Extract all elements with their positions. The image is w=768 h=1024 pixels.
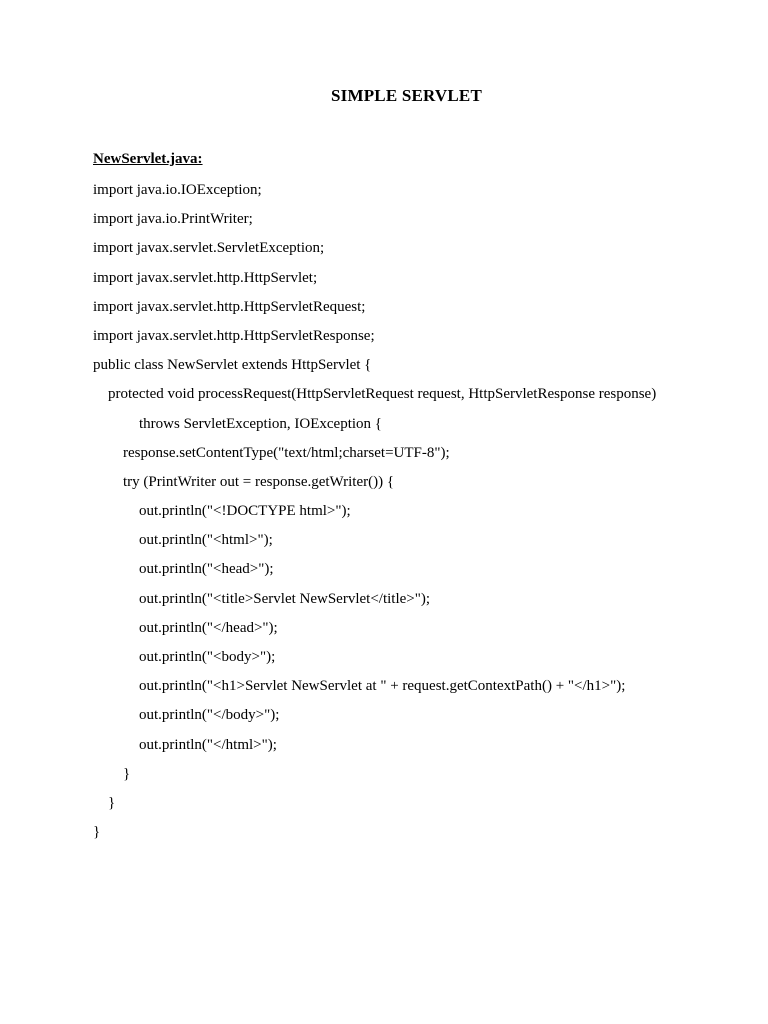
code-line: } bbox=[108, 794, 116, 811]
code-line: try (PrintWriter out = response.getWriter()) { bbox=[123, 473, 395, 490]
code-line: response.setContentType("text/html;charset=UTF-8"); bbox=[123, 444, 450, 461]
code-listing bbox=[93, 180, 733, 851]
code-line: out.println("<body>"); bbox=[139, 649, 276, 665]
code-line: import java.io.PrintWriter; bbox=[93, 211, 253, 228]
code-line: import javax.servlet.ServletException; bbox=[93, 240, 325, 257]
code-line: throws ServletException, IOException { bbox=[139, 415, 382, 432]
code-line: import java.io.IOException; bbox=[93, 182, 262, 198]
code-line: out.println("<h1>Servlet NewServlet at " + request.getContextPath() + "</h1>"); bbox=[139, 678, 626, 695]
code-line: import javax.servlet.http.HttpServletRequest; bbox=[93, 298, 366, 315]
code-line: import javax.servlet.http.HttpServlet; bbox=[93, 269, 318, 286]
code-line: } bbox=[93, 824, 101, 841]
code-line: } bbox=[123, 765, 131, 782]
code-line: out.println("<title>Servlet NewServlet</title>"); bbox=[139, 590, 431, 607]
code-line: out.println("</html>"); bbox=[139, 736, 277, 753]
code-line: out.println("</body>"); bbox=[139, 707, 280, 724]
code-line: public class NewServlet extends HttpServlet { bbox=[93, 357, 372, 374]
code-line: protected void processRequest(HttpServletRequest request, HttpServletResponse response) bbox=[108, 386, 657, 403]
file-name-heading: NewServlet.java: bbox=[93, 151, 203, 167]
code-line: out.println("<html>"); bbox=[139, 532, 273, 549]
code-line: out.println("<head>"); bbox=[139, 561, 274, 578]
code-line: out.println("</head>"); bbox=[139, 619, 278, 636]
code-line: out.println("<!DOCTYPE html>"); bbox=[139, 503, 351, 520]
code-line: import javax.servlet.http.HttpServletResponse; bbox=[93, 327, 375, 344]
document-title: SIMPLE SERVLET bbox=[331, 86, 482, 105]
